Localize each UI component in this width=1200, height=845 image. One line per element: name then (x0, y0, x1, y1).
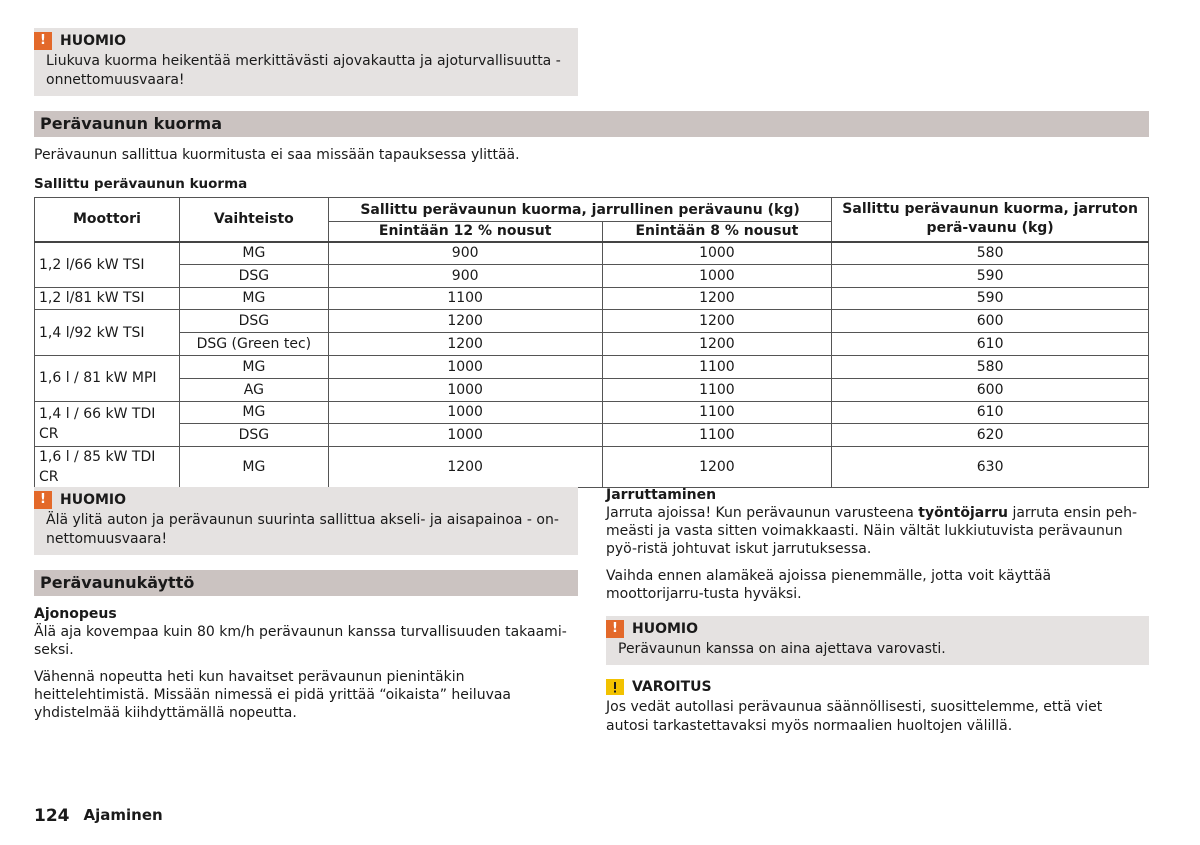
notice-body: Liukuva kuorma heikentää merkittävästi ajovakautta ja ajoturvallisuutta - onnettomuusvaara! (46, 53, 561, 88)
table-row (35, 242, 1149, 265)
speed-paragraph-1: Älä aja kovempaa kuin 80 km/h perävaunun kanssa turvallisuuden takaami-seksi. (34, 624, 567, 658)
cell-8-percent: 1200 (602, 310, 832, 333)
notice-careful (606, 616, 1149, 665)
warning-icon: ! (606, 620, 624, 638)
notice-label: HUOMIO (632, 621, 699, 637)
cell-12-percent: 900 (328, 264, 602, 287)
section-title-trailer-load: Perävaunun kuorma (34, 111, 1149, 137)
table-row (35, 287, 1149, 310)
notice-top (34, 28, 578, 96)
page-number: 124 (34, 806, 70, 826)
cell-gearbox: MG (179, 447, 328, 488)
table-row (35, 447, 1149, 488)
page-footer (34, 806, 163, 826)
header-gearbox: Vaihteisto (179, 198, 328, 242)
cell-gearbox: MG (179, 355, 328, 378)
table-caption: Sallittu perävaunun kuorma (34, 176, 248, 192)
cell-gearbox: AG (179, 378, 328, 401)
cell-gearbox: MG (179, 401, 328, 424)
warning-icon: ! (34, 32, 52, 50)
table-row (35, 378, 1149, 401)
caution-triangle-icon (606, 679, 624, 695)
header-8-percent: Enintään 8 % nousut (602, 222, 832, 242)
cell-8-percent: 1100 (602, 378, 832, 401)
cell-12-percent: 1000 (328, 424, 602, 447)
header-unbraked: Sallittu perävaunun kuorma, jarruton perä-vaunu (kg) (832, 198, 1149, 242)
caution-label: VAROITUS (632, 679, 712, 695)
cell-engine: 1,4 l / 66 kW TDI CR (35, 401, 180, 447)
cell-unbraked: 620 (832, 424, 1149, 447)
cell-unbraked: 590 (832, 287, 1149, 310)
cell-unbraked: 580 (832, 242, 1149, 265)
notice-axle-load (34, 487, 578, 555)
braking-paragraph-2: Vaihda ennen alamäkeä ajoissa pienemmälle, jotta voit käyttää moottorijarru-tusta hyväksi. (606, 568, 1052, 602)
cell-8-percent: 1100 (602, 424, 832, 447)
header-12-percent: Enintään 12 % nousut (328, 222, 602, 242)
cell-unbraked: 610 (832, 333, 1149, 356)
notice-label: HUOMIO (60, 33, 127, 49)
trailer-load-table (34, 197, 1149, 488)
cell-gearbox: DSG (179, 264, 328, 287)
cell-engine: 1,2 l/66 kW TSI (35, 242, 180, 288)
braking-paragraph-1 (606, 504, 1149, 558)
cell-12-percent: 1200 (328, 310, 602, 333)
cell-unbraked: 630 (832, 447, 1149, 488)
braking-text-bold: työntöjarru (918, 505, 1008, 521)
cell-8-percent: 1000 (602, 264, 832, 287)
cell-8-percent: 1200 (602, 447, 832, 488)
speed-paragraph-2: Vähennä nopeutta heti kun havaitset perävaunun pienintäkin heittelehtimistä. Missään nimessä ei pidä yrittää “oikaista” heiluvaa yhdistelmää kiihdyttämällä nopeutta. (34, 669, 512, 721)
table-row (35, 264, 1149, 287)
header-engine: Moottori (35, 198, 180, 242)
notice-body: Älä ylitä auton ja perävaunun suurinta sallittua akseli- ja aisapainoa - on-nettomuusvaara! (46, 512, 559, 547)
braking-text-b: jarruta ensin peh-meästi ja vasta sitten voimakkaasti. Näin vältät lukkiutuvista perävaunun pyö-ristä johtuvat iskut jarrutuksessa. (606, 505, 1137, 557)
header-braked: Sallittu perävaunun kuorma, jarrullinen perävaunu (kg) (328, 198, 831, 222)
section-title-trailer-use: Perävaunukäyttö (34, 570, 578, 596)
table-row (35, 310, 1149, 333)
caution-body: Jos vedät autollasi perävaunua säännöllisesti, suosittelemme, että viet autosi tarkastettavaksi myös normaalien huoltojen välillä. (606, 699, 1103, 734)
section-intro: Perävaunun sallittua kuormitusta ei saa missään tapauksessa ylittää. (34, 147, 520, 163)
notice-label: HUOMIO (60, 492, 127, 508)
table-row (35, 333, 1149, 356)
cell-12-percent: 1000 (328, 378, 602, 401)
cell-12-percent: 1200 (328, 333, 602, 356)
cell-engine: 1,6 l / 81 kW MPI (35, 355, 180, 401)
table-body (35, 242, 1149, 488)
cell-12-percent: 1000 (328, 355, 602, 378)
cell-12-percent: 1000 (328, 401, 602, 424)
speed-title: Ajonopeus (34, 606, 117, 622)
cell-8-percent: 1200 (602, 333, 832, 356)
cell-8-percent: 1100 (602, 355, 832, 378)
cell-engine: 1,2 l/81 kW TSI (35, 287, 180, 310)
cell-12-percent: 1200 (328, 447, 602, 488)
warning-icon: ! (34, 491, 52, 509)
cell-unbraked: 580 (832, 355, 1149, 378)
cell-engine: 1,4 l/92 kW TSI (35, 310, 180, 356)
cell-12-percent: 900 (328, 242, 602, 265)
table-row (35, 355, 1149, 378)
cell-unbraked: 600 (832, 378, 1149, 401)
cell-gearbox: MG (179, 242, 328, 265)
chapter-name: Ajaminen (83, 806, 163, 824)
table-row (35, 424, 1149, 447)
cell-unbraked: 600 (832, 310, 1149, 333)
cell-unbraked: 610 (832, 401, 1149, 424)
cell-12-percent: 1100 (328, 287, 602, 310)
braking-title: Jarruttaminen (606, 487, 717, 503)
cell-8-percent: 1100 (602, 401, 832, 424)
cell-8-percent: 1000 (602, 242, 832, 265)
cell-gearbox: DSG (179, 424, 328, 447)
cell-gearbox: MG (179, 287, 328, 310)
notice-body: Perävaunun kanssa on aina ajettava varovasti. (618, 641, 946, 657)
cell-engine: 1,6 l / 85 kW TDI CR (35, 447, 180, 488)
caution-service (606, 678, 1149, 736)
cell-gearbox: DSG (Green tec) (179, 333, 328, 356)
cell-8-percent: 1200 (602, 287, 832, 310)
table-row (35, 401, 1149, 424)
braking-text-a: Jarruta ajoissa! Kun perävaunun varusteena (606, 505, 919, 521)
cell-gearbox: DSG (179, 310, 328, 333)
cell-unbraked: 590 (832, 264, 1149, 287)
